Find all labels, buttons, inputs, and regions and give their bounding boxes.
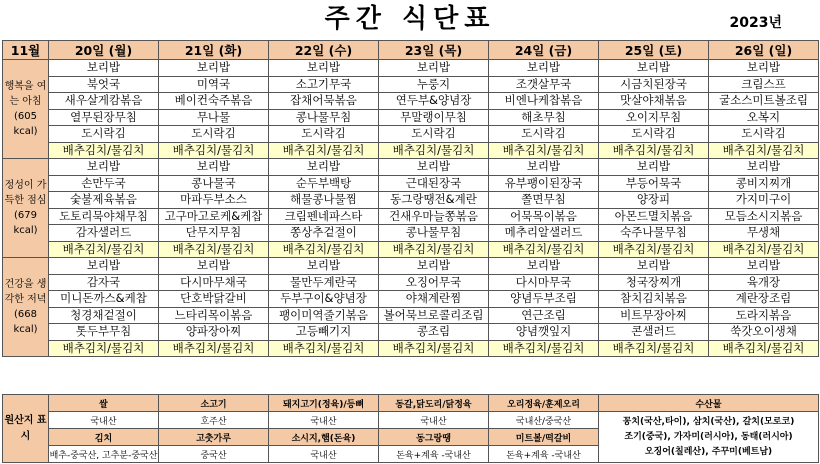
fish-entry: 주꾸미(베트남) xyxy=(711,446,773,457)
day-header: 25일 (토) xyxy=(599,41,709,60)
menu-item: 해물콩나물찜 xyxy=(269,192,379,209)
menu-item: 누룽지 xyxy=(379,76,489,93)
menu-item: 굴소스미트볼조림 xyxy=(709,93,819,110)
menu-item: 보리밥 xyxy=(489,159,599,176)
menu-item: 콩조림 xyxy=(379,324,489,341)
menu-item: 야채계란찜 xyxy=(379,291,489,308)
day-header: 22일 (수) xyxy=(269,41,379,60)
menu-item: 해초무침 xyxy=(489,109,599,126)
menu-item: 배추김치/물김치 xyxy=(709,340,819,357)
fish-entry: 꽁치(국산,타이), xyxy=(622,416,694,427)
menu-item: 도시락김 xyxy=(159,126,269,143)
menu-row xyxy=(3,241,819,258)
menu-item: 보리밥 xyxy=(379,159,489,176)
menu-item: 콘샐러드 xyxy=(599,324,709,341)
menu-item: 톳두부무침 xyxy=(49,324,159,341)
menu-item: 도시락김 xyxy=(599,126,709,143)
origin-item-value: 호주산 xyxy=(159,412,269,429)
year-label: 2023년 xyxy=(729,15,782,31)
menu-item: 순두부백탕 xyxy=(269,175,379,192)
menu-item: 다시마무국 xyxy=(489,274,599,291)
menu-item: 배추김치/물김치 xyxy=(599,340,709,357)
menu-item: 메추리알샐러드 xyxy=(489,225,599,242)
origin-item-value: 중국산 xyxy=(159,446,269,463)
menu-item: 양장피 xyxy=(599,192,709,209)
meal-label: 행복을 여는 아침 (605 kcal) xyxy=(3,60,49,159)
menu-item: 고구마고로케&케찹 xyxy=(159,208,269,225)
menu-item: 미역국 xyxy=(159,76,269,93)
menu-item: 보리밥 xyxy=(379,60,489,77)
menu-item: 양파장아찌 xyxy=(159,324,269,341)
menu-item: 콩나물무침 xyxy=(379,225,489,242)
menu-item: 보리밥 xyxy=(269,60,379,77)
menu-item: 단무지무침 xyxy=(159,225,269,242)
menu-item: 배추김치/물김치 xyxy=(489,340,599,357)
menu-item: 볼어묵브로콜리조림 xyxy=(379,307,489,324)
menu-item: 오복지 xyxy=(709,109,819,126)
menu-row xyxy=(3,159,819,176)
fish-line xyxy=(599,445,818,460)
menu-item: 배추김치/물김치 xyxy=(269,142,379,159)
menu-item: 마파두부소스 xyxy=(159,192,269,209)
origin-item-head: 돼지고기(정육)/등뼈 xyxy=(269,395,379,412)
menu-item: 동그랑땡전&계란 xyxy=(379,192,489,209)
menu-item: 단호박닭갈비 xyxy=(159,291,269,308)
fish-head: 수산물 xyxy=(599,395,819,412)
origin-item-head: 고춧가루 xyxy=(159,429,269,446)
menu-item: 배추김치/물김치 xyxy=(599,241,709,258)
header-row xyxy=(3,41,819,60)
menu-row xyxy=(3,258,819,275)
menu-row xyxy=(3,126,819,143)
fish-entry: 조기(중국), xyxy=(624,431,674,442)
menu-row xyxy=(3,60,819,77)
menu-item: 배추김치/물김치 xyxy=(269,340,379,357)
menu-item: 감자국 xyxy=(49,274,159,291)
origin-item-head: 소고기 xyxy=(159,395,269,412)
menu-row xyxy=(3,175,819,192)
menu-item: 무말랭이무침 xyxy=(379,109,489,126)
menu-item: 육개장 xyxy=(709,274,819,291)
origin-item-head: 김치 xyxy=(49,429,159,446)
menu-item: 연근조림 xyxy=(489,307,599,324)
menu-item: 보리밥 xyxy=(49,159,159,176)
menu-item: 보리밥 xyxy=(379,258,489,275)
origin-item-head: 쌀 xyxy=(49,395,159,412)
menu-item: 모듬소시지볶음 xyxy=(709,208,819,225)
menu-item: 보리밥 xyxy=(709,258,819,275)
menu-item: 배추김치/물김치 xyxy=(489,142,599,159)
menu-row xyxy=(3,340,819,357)
menu-item: 도시락김 xyxy=(269,126,379,143)
menu-item: 보리밥 xyxy=(599,258,709,275)
month-header: 11월 xyxy=(3,41,49,60)
menu-item: 두부구이&양념장 xyxy=(269,291,379,308)
menu-item: 유부팽이된장국 xyxy=(489,175,599,192)
menu-item: 시금치된장국 xyxy=(599,76,709,93)
menu-item: 미니돈까스&케찹 xyxy=(49,291,159,308)
menu-item: 청국장찌개 xyxy=(599,274,709,291)
fish-entry: 가자미(러시아), xyxy=(673,431,741,442)
menu-row xyxy=(3,324,819,341)
menu-item: 배추김치/물김치 xyxy=(599,142,709,159)
menu-item: 느타리목이볶음 xyxy=(159,307,269,324)
menu-item: 북엇국 xyxy=(49,76,159,93)
menu-item: 배추김치/물김치 xyxy=(49,241,159,258)
origin-item-head: 오리정육/훈제오리 xyxy=(489,395,599,412)
menu-item: 잡채어묵볶음 xyxy=(269,93,379,110)
origin-item-head: 소시지,햄(돈육) xyxy=(269,429,379,446)
menu-item: 열무된장무침 xyxy=(49,109,159,126)
menu-item: 보리밥 xyxy=(159,159,269,176)
menu-item: 콩비지찌개 xyxy=(709,175,819,192)
menu-item: 새우살게캄볶음 xyxy=(49,93,159,110)
menu-item: 배추김치/물김치 xyxy=(379,340,489,357)
menu-item: 무생채 xyxy=(709,225,819,242)
fish-entry: 갈치(모로코) xyxy=(742,416,795,427)
menu-row xyxy=(3,142,819,159)
origin-label: 원산지 표시 xyxy=(3,395,49,463)
origin-item-value: 국내산/중국산 xyxy=(489,412,599,429)
menu-item: 가지미구이 xyxy=(709,192,819,209)
day-header: 23일 (목) xyxy=(379,41,489,60)
menu-item: 배추김치/물김치 xyxy=(49,142,159,159)
fish-entry: 삼치(국산), xyxy=(693,416,743,427)
menu-item: 쑥갓오이생채 xyxy=(709,324,819,341)
day-header: 21일 (화) xyxy=(159,41,269,60)
menu-item: 오징어무국 xyxy=(379,274,489,291)
menu-item: 근대된장국 xyxy=(379,175,489,192)
menu-item: 연두부&양념장 xyxy=(379,93,489,110)
menu-item: 베이컨숙주볶음 xyxy=(159,93,269,110)
menu-row xyxy=(3,274,819,291)
menu-item: 참치김치볶음 xyxy=(599,291,709,308)
menu-item: 조갯살무국 xyxy=(489,76,599,93)
origin-item-head: 미트볼/떡갈비 xyxy=(489,429,599,446)
menu-item: 배추김치/물김치 xyxy=(159,241,269,258)
menu-item: 도시락김 xyxy=(709,126,819,143)
menu-item: 배추김치/물김치 xyxy=(159,142,269,159)
menu-item: 도라지볶음 xyxy=(709,307,819,324)
menu-row xyxy=(3,208,819,225)
menu-row xyxy=(3,93,819,110)
menu-item: 보리밥 xyxy=(489,60,599,77)
menu-item: 크림스프 xyxy=(709,76,819,93)
menu-item: 보리밥 xyxy=(269,258,379,275)
origin-item-value: 배추-중국산, 고추분-중국산 xyxy=(49,446,159,463)
menu-item: 배추김치/물김치 xyxy=(269,241,379,258)
fish-origin-list xyxy=(599,412,819,463)
day-header: 26일 (일) xyxy=(709,41,819,60)
menu-item: 보리밥 xyxy=(709,159,819,176)
menu-item: 양념두부조림 xyxy=(489,291,599,308)
menu-item: 도시락김 xyxy=(489,126,599,143)
menu-item: 건새우마늘쫑볶음 xyxy=(379,208,489,225)
menu-item: 맛살야채볶음 xyxy=(599,93,709,110)
menu-item: 보리밥 xyxy=(489,258,599,275)
origin-item-value: 국내산 xyxy=(269,412,379,429)
menu-item: 배추김치/물김치 xyxy=(489,241,599,258)
menu-item: 배추김치/물김치 xyxy=(49,340,159,357)
menu-item: 손만두국 xyxy=(49,175,159,192)
menu-item: 쫑상추겉절이 xyxy=(269,225,379,242)
menu-item: 보리밥 xyxy=(599,60,709,77)
origin-item-value: 국내산 xyxy=(379,412,489,429)
menu-item: 도시락김 xyxy=(379,126,489,143)
origin-item-value: 돈육+계육 -국내산 xyxy=(379,446,489,463)
menu-item: 콩나물무침 xyxy=(269,109,379,126)
menu-item: 배추김치/물김치 xyxy=(709,241,819,258)
origin-item-value: 국내산 xyxy=(49,412,159,429)
fish-entry: 동태(러시아) xyxy=(740,431,793,442)
menu-item: 소고기무국 xyxy=(269,76,379,93)
menu-item: 양념깻잎지 xyxy=(489,324,599,341)
weekly-menu-table xyxy=(2,40,819,357)
meal-label: 정성이 가득한 점심 (679 kcal) xyxy=(3,159,49,258)
menu-row xyxy=(3,307,819,324)
meal-label: 건강을 생각한 저녁 (668 kcal) xyxy=(3,258,49,357)
fish-line xyxy=(599,415,818,430)
menu-item: 보리밥 xyxy=(159,60,269,77)
menu-item: 팽이미역줄기볶음 xyxy=(269,307,379,324)
menu-item: 비엔나케찹볶음 xyxy=(489,93,599,110)
day-header: 24일 (금) xyxy=(489,41,599,60)
menu-item: 비트무장아찌 xyxy=(599,307,709,324)
menu-item: 보리밥 xyxy=(599,159,709,176)
menu-row xyxy=(3,76,819,93)
menu-item: 도토리묵야채무침 xyxy=(49,208,159,225)
menu-item: 청경채겉절이 xyxy=(49,307,159,324)
menu-item: 도시락김 xyxy=(49,126,159,143)
menu-item: 배추김치/물김치 xyxy=(379,241,489,258)
menu-item: 배추김치/물김치 xyxy=(709,142,819,159)
menu-item: 숙주나물무침 xyxy=(599,225,709,242)
menu-item: 부등어묵국 xyxy=(599,175,709,192)
menu-item: 크림펜네파스타 xyxy=(269,208,379,225)
menu-item: 오이지무침 xyxy=(599,109,709,126)
menu-item: 고등빼기지 xyxy=(269,324,379,341)
page-title: 주간 식단표 xyxy=(324,4,496,34)
menu-item: 감자샐러드 xyxy=(49,225,159,242)
menu-item: 물만두계란국 xyxy=(269,274,379,291)
menu-item: 보리밥 xyxy=(49,258,159,275)
menu-item: 보리밥 xyxy=(49,60,159,77)
menu-row xyxy=(3,225,819,242)
menu-item: 쫄면무침 xyxy=(489,192,599,209)
menu-item: 보리밥 xyxy=(269,159,379,176)
origin-table xyxy=(2,394,819,463)
day-header: 20일 (월) xyxy=(49,41,159,60)
fish-line xyxy=(599,430,818,445)
origin-item-value: 국내산 xyxy=(269,446,379,463)
menu-item: 다시마무채국 xyxy=(159,274,269,291)
menu-item: 배추김치/물김치 xyxy=(159,340,269,357)
menu-item: 계란장조림 xyxy=(709,291,819,308)
menu-item: 보리밥 xyxy=(159,258,269,275)
menu-row xyxy=(3,109,819,126)
menu-row xyxy=(3,291,819,308)
menu-item: 숯불제육볶음 xyxy=(49,192,159,209)
origin-item-head: 동그랑땡 xyxy=(379,429,489,446)
menu-item: 콩나물국 xyxy=(159,175,269,192)
menu-item: 어묵목이볶음 xyxy=(489,208,599,225)
menu-item: 배추김치/물김치 xyxy=(379,142,489,159)
fish-entry: 오징어(칠레산), xyxy=(644,446,712,457)
menu-row xyxy=(3,192,819,209)
menu-item: 무나물 xyxy=(159,109,269,126)
origin-item-value: 돈육+계육 -국내산 xyxy=(489,446,599,463)
menu-item: 보리밥 xyxy=(709,60,819,77)
origin-item-head: 동갈,닭도리/닭정육 xyxy=(379,395,489,412)
menu-item: 아몬드멸치볶음 xyxy=(599,208,709,225)
